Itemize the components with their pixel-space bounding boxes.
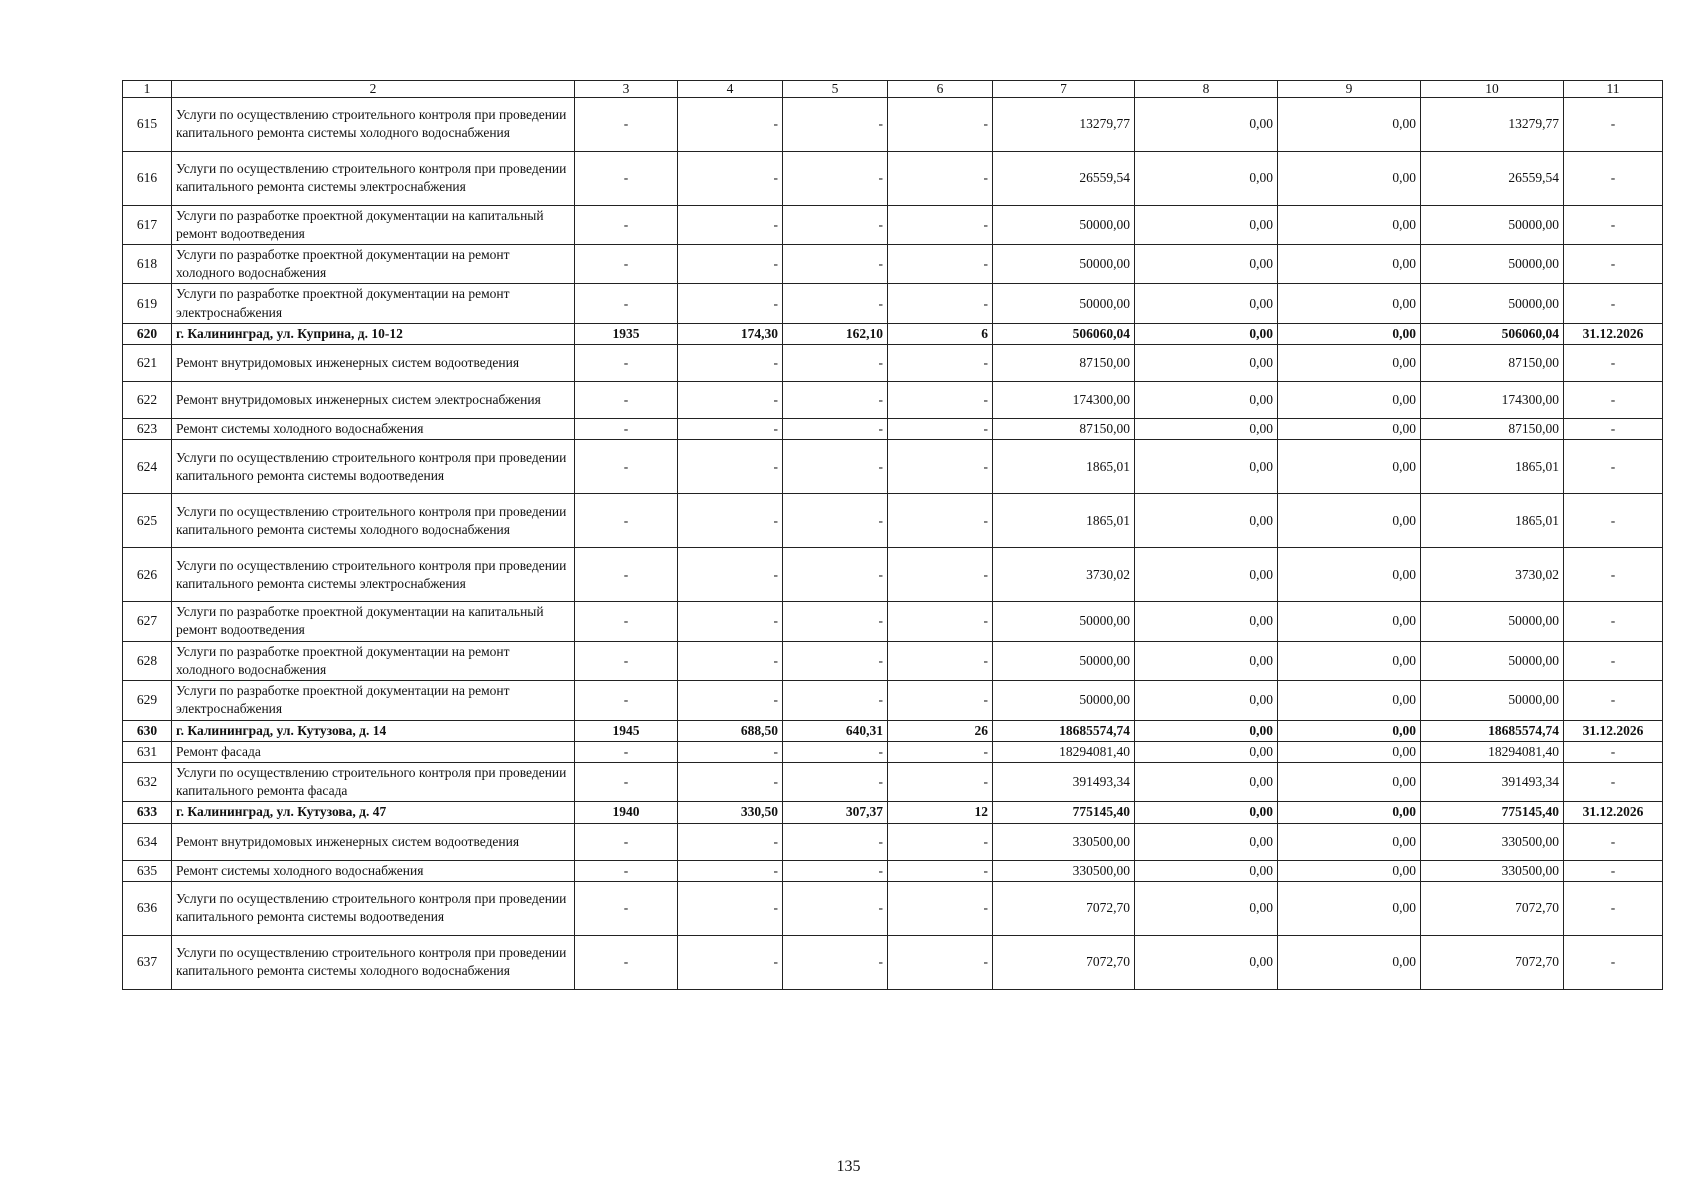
- year-cell: -: [575, 205, 678, 244]
- cost-column-8-cell: 0,00: [1135, 935, 1278, 989]
- total-area-cell: -: [678, 641, 783, 680]
- cost-column-10-cell: 1865,01: [1421, 440, 1564, 494]
- table-row: [123, 382, 1663, 419]
- row-number-cell: 636: [123, 881, 172, 935]
- deadline-cell: 31.12.2026: [1564, 720, 1663, 741]
- residents-count-cell: -: [888, 641, 993, 680]
- residents-count-cell: -: [888, 419, 993, 440]
- description-cell: Услуги по осуществлению строительного контроля при проведении капитального ремонта системы электроснабжения: [172, 151, 575, 205]
- cost-column-10-cell: 174300,00: [1421, 382, 1564, 419]
- table-row: [123, 823, 1663, 860]
- total-cost-cell: 3730,02: [993, 548, 1135, 602]
- total-cost-cell: 506060,04: [993, 323, 1135, 344]
- total-area-cell: -: [678, 494, 783, 548]
- cost-column-8-cell: 0,00: [1135, 763, 1278, 802]
- residents-count-cell: -: [888, 763, 993, 802]
- description-cell: Услуги по осуществлению строительного контроля при проведении капитального ремонта системы холодного водоснабжения: [172, 97, 575, 151]
- residents-count-cell: -: [888, 345, 993, 382]
- total-cost-cell: 50000,00: [993, 681, 1135, 720]
- table-row: [123, 935, 1663, 989]
- row-number-cell: 615: [123, 97, 172, 151]
- description-cell: Ремонт системы холодного водоснабжения: [172, 419, 575, 440]
- deadline-cell: -: [1564, 763, 1663, 802]
- column-header: 3: [575, 81, 678, 98]
- residents-count-cell: -: [888, 548, 993, 602]
- address-row: [123, 802, 1663, 823]
- row-number-cell: 618: [123, 244, 172, 283]
- deadline-cell: -: [1564, 860, 1663, 881]
- column-header: 7: [993, 81, 1135, 98]
- row-number-cell: 623: [123, 419, 172, 440]
- total-area-cell: -: [678, 419, 783, 440]
- column-header: 10: [1421, 81, 1564, 98]
- residents-count-cell: -: [888, 681, 993, 720]
- description-cell: г. Калининград, ул. Кутузова, д. 47: [172, 802, 575, 823]
- cost-column-9-cell: 0,00: [1278, 494, 1421, 548]
- year-cell: -: [575, 602, 678, 641]
- cost-column-8-cell: 0,00: [1135, 681, 1278, 720]
- year-cell: 1945: [575, 720, 678, 741]
- total-area-cell: -: [678, 860, 783, 881]
- table-row: [123, 494, 1663, 548]
- cost-column-9-cell: 0,00: [1278, 763, 1421, 802]
- living-area-cell: -: [783, 244, 888, 283]
- year-cell: -: [575, 860, 678, 881]
- residents-count-cell: -: [888, 151, 993, 205]
- total-area-cell: -: [678, 244, 783, 283]
- row-number-cell: 621: [123, 345, 172, 382]
- deadline-cell: -: [1564, 681, 1663, 720]
- table-row: [123, 881, 1663, 935]
- living-area-cell: -: [783, 741, 888, 762]
- cost-column-10-cell: 50000,00: [1421, 205, 1564, 244]
- deadline-cell: -: [1564, 345, 1663, 382]
- total-cost-cell: 50000,00: [993, 284, 1135, 323]
- deadline-cell: -: [1564, 284, 1663, 323]
- deadline-cell: -: [1564, 151, 1663, 205]
- cost-column-9-cell: 0,00: [1278, 860, 1421, 881]
- cost-column-8-cell: 0,00: [1135, 720, 1278, 741]
- column-header: 11: [1564, 81, 1663, 98]
- data-table: [122, 80, 1663, 990]
- row-number-cell: 620: [123, 323, 172, 344]
- living-area-cell: -: [783, 763, 888, 802]
- total-area-cell: -: [678, 548, 783, 602]
- row-number-cell: 629: [123, 681, 172, 720]
- total-cost-cell: 775145,40: [993, 802, 1135, 823]
- living-area-cell: -: [783, 97, 888, 151]
- description-cell: Ремонт фасада: [172, 741, 575, 762]
- column-header: 9: [1278, 81, 1421, 98]
- residents-count-cell: 6: [888, 323, 993, 344]
- row-number-cell: 619: [123, 284, 172, 323]
- residents-count-cell: -: [888, 205, 993, 244]
- cost-column-9-cell: 0,00: [1278, 382, 1421, 419]
- row-number-cell: 627: [123, 602, 172, 641]
- living-area-cell: -: [783, 205, 888, 244]
- total-cost-cell: 330500,00: [993, 860, 1135, 881]
- cost-column-9-cell: 0,00: [1278, 741, 1421, 762]
- table-row: [123, 345, 1663, 382]
- row-number-cell: 632: [123, 763, 172, 802]
- year-cell: -: [575, 345, 678, 382]
- cost-column-10-cell: 87150,00: [1421, 345, 1564, 382]
- total-cost-cell: 13279,77: [993, 97, 1135, 151]
- table-row: [123, 548, 1663, 602]
- cost-column-8-cell: 0,00: [1135, 823, 1278, 860]
- total-area-cell: -: [678, 602, 783, 641]
- total-area-cell: -: [678, 681, 783, 720]
- description-cell: Услуги по осуществлению строительного контроля при проведении капитального ремонта системы водоотведения: [172, 440, 575, 494]
- year-cell: -: [575, 151, 678, 205]
- cost-column-9-cell: 0,00: [1278, 151, 1421, 205]
- cost-column-10-cell: 18685574,74: [1421, 720, 1564, 741]
- description-cell: Услуги по разработке проектной документации на ремонт холодного водоснабжения: [172, 244, 575, 283]
- residents-count-cell: 12: [888, 802, 993, 823]
- year-cell: -: [575, 548, 678, 602]
- cost-column-8-cell: 0,00: [1135, 284, 1278, 323]
- cost-column-10-cell: 50000,00: [1421, 284, 1564, 323]
- total-cost-cell: 50000,00: [993, 602, 1135, 641]
- row-number-cell: 625: [123, 494, 172, 548]
- description-cell: Услуги по разработке проектной документации на ремонт электроснабжения: [172, 284, 575, 323]
- cost-column-9-cell: 0,00: [1278, 823, 1421, 860]
- row-number-cell: 631: [123, 741, 172, 762]
- row-number-cell: 637: [123, 935, 172, 989]
- living-area-cell: -: [783, 494, 888, 548]
- cost-column-10-cell: 87150,00: [1421, 419, 1564, 440]
- total-cost-cell: 87150,00: [993, 345, 1135, 382]
- cost-column-8-cell: 0,00: [1135, 641, 1278, 680]
- cost-column-9-cell: 0,00: [1278, 802, 1421, 823]
- living-area-cell: -: [783, 881, 888, 935]
- cost-column-10-cell: 7072,70: [1421, 935, 1564, 989]
- deadline-cell: -: [1564, 935, 1663, 989]
- cost-column-9-cell: 0,00: [1278, 244, 1421, 283]
- cost-column-10-cell: 13279,77: [1421, 97, 1564, 151]
- cost-column-8-cell: 0,00: [1135, 440, 1278, 494]
- total-cost-cell: 174300,00: [993, 382, 1135, 419]
- cost-column-9-cell: 0,00: [1278, 881, 1421, 935]
- row-number-cell: 616: [123, 151, 172, 205]
- residents-count-cell: -: [888, 97, 993, 151]
- year-cell: -: [575, 244, 678, 283]
- living-area-cell: -: [783, 860, 888, 881]
- cost-column-10-cell: 330500,00: [1421, 860, 1564, 881]
- total-area-cell: -: [678, 345, 783, 382]
- total-area-cell: 174,30: [678, 323, 783, 344]
- total-cost-cell: 50000,00: [993, 244, 1135, 283]
- cost-column-9-cell: 0,00: [1278, 97, 1421, 151]
- cost-column-10-cell: 3730,02: [1421, 548, 1564, 602]
- row-number-cell: 634: [123, 823, 172, 860]
- table-row: [123, 602, 1663, 641]
- column-header: 1: [123, 81, 172, 98]
- year-cell: -: [575, 419, 678, 440]
- cost-column-9-cell: 0,00: [1278, 681, 1421, 720]
- year-cell: -: [575, 935, 678, 989]
- deadline-cell: -: [1564, 205, 1663, 244]
- cost-column-9-cell: 0,00: [1278, 548, 1421, 602]
- cost-column-9-cell: 0,00: [1278, 419, 1421, 440]
- table-row: [123, 419, 1663, 440]
- cost-column-9-cell: 0,00: [1278, 641, 1421, 680]
- deadline-cell: 31.12.2026: [1564, 323, 1663, 344]
- column-header: 8: [1135, 81, 1278, 98]
- total-cost-cell: 26559,54: [993, 151, 1135, 205]
- living-area-cell: -: [783, 602, 888, 641]
- total-area-cell: 688,50: [678, 720, 783, 741]
- cost-column-9-cell: 0,00: [1278, 720, 1421, 741]
- cost-column-9-cell: 0,00: [1278, 345, 1421, 382]
- year-cell: -: [575, 763, 678, 802]
- year-cell: -: [575, 741, 678, 762]
- residents-count-cell: -: [888, 935, 993, 989]
- description-cell: Услуги по осуществлению строительного контроля при проведении капитального ремонта системы холодного водоснабжения: [172, 935, 575, 989]
- total-cost-cell: 7072,70: [993, 881, 1135, 935]
- living-area-cell: -: [783, 284, 888, 323]
- year-cell: -: [575, 641, 678, 680]
- page-number: 135: [836, 1158, 861, 1175]
- total-area-cell: -: [678, 741, 783, 762]
- total-cost-cell: 1865,01: [993, 494, 1135, 548]
- table-row: [123, 641, 1663, 680]
- residents-count-cell: -: [888, 382, 993, 419]
- description-cell: Услуги по осуществлению строительного контроля при проведении капитального ремонта системы водоотведения: [172, 881, 575, 935]
- deadline-cell: -: [1564, 382, 1663, 419]
- cost-column-8-cell: 0,00: [1135, 244, 1278, 283]
- total-area-cell: -: [678, 284, 783, 323]
- total-area-cell: -: [678, 440, 783, 494]
- cost-column-8-cell: 0,00: [1135, 802, 1278, 823]
- living-area-cell: -: [783, 548, 888, 602]
- deadline-cell: -: [1564, 741, 1663, 762]
- total-cost-cell: 50000,00: [993, 205, 1135, 244]
- cost-column-10-cell: 50000,00: [1421, 641, 1564, 680]
- cost-column-10-cell: 26559,54: [1421, 151, 1564, 205]
- row-number-cell: 624: [123, 440, 172, 494]
- year-cell: -: [575, 284, 678, 323]
- cost-column-8-cell: 0,00: [1135, 494, 1278, 548]
- address-row: [123, 323, 1663, 344]
- residents-count-cell: -: [888, 860, 993, 881]
- deadline-cell: -: [1564, 881, 1663, 935]
- table-row: [123, 763, 1663, 802]
- cost-column-8-cell: 0,00: [1135, 548, 1278, 602]
- deadline-cell: -: [1564, 97, 1663, 151]
- cost-column-8-cell: 0,00: [1135, 205, 1278, 244]
- description-cell: г. Калининград, ул. Куприна, д. 10-12: [172, 323, 575, 344]
- deadline-cell: 31.12.2026: [1564, 802, 1663, 823]
- deadline-cell: -: [1564, 419, 1663, 440]
- total-cost-cell: 330500,00: [993, 823, 1135, 860]
- cost-column-8-cell: 0,00: [1135, 151, 1278, 205]
- row-number-cell: 626: [123, 548, 172, 602]
- living-area-cell: -: [783, 935, 888, 989]
- residents-count-cell: -: [888, 602, 993, 641]
- cost-column-8-cell: 0,00: [1135, 860, 1278, 881]
- cost-column-10-cell: 506060,04: [1421, 323, 1564, 344]
- living-area-cell: 307,37: [783, 802, 888, 823]
- description-cell: Ремонт внутридомовых инженерных систем электроснабжения: [172, 382, 575, 419]
- cost-column-10-cell: 391493,34: [1421, 763, 1564, 802]
- table-body: [123, 81, 1663, 990]
- data-table-container: [122, 80, 1662, 990]
- year-cell: -: [575, 494, 678, 548]
- cost-column-9-cell: 0,00: [1278, 935, 1421, 989]
- residents-count-cell: -: [888, 494, 993, 548]
- living-area-cell: -: [783, 151, 888, 205]
- description-cell: Услуги по осуществлению строительного контроля при проведении капитального ремонта системы электроснабжения: [172, 548, 575, 602]
- cost-column-8-cell: 0,00: [1135, 382, 1278, 419]
- description-cell: Ремонт внутридомовых инженерных систем водоотведения: [172, 345, 575, 382]
- year-cell: 1940: [575, 802, 678, 823]
- cost-column-8-cell: 0,00: [1135, 602, 1278, 641]
- cost-column-9-cell: 0,00: [1278, 284, 1421, 323]
- total-area-cell: -: [678, 97, 783, 151]
- total-cost-cell: 7072,70: [993, 935, 1135, 989]
- cost-column-9-cell: 0,00: [1278, 323, 1421, 344]
- residents-count-cell: -: [888, 741, 993, 762]
- total-area-cell: -: [678, 151, 783, 205]
- table-row: [123, 205, 1663, 244]
- cost-column-8-cell: 0,00: [1135, 97, 1278, 151]
- living-area-cell: -: [783, 419, 888, 440]
- total-cost-cell: 18685574,74: [993, 720, 1135, 741]
- total-area-cell: -: [678, 935, 783, 989]
- cost-column-8-cell: 0,00: [1135, 323, 1278, 344]
- deadline-cell: -: [1564, 823, 1663, 860]
- deadline-cell: -: [1564, 440, 1663, 494]
- column-number-header-row: [123, 81, 1663, 98]
- deadline-cell: -: [1564, 244, 1663, 283]
- description-cell: Услуги по осуществлению строительного контроля при проведении капитального ремонта фасада: [172, 763, 575, 802]
- total-cost-cell: 87150,00: [993, 419, 1135, 440]
- description-cell: Услуги по разработке проектной документации на капитальный ремонт водоотведения: [172, 205, 575, 244]
- description-cell: Ремонт системы холодного водоснабжения: [172, 860, 575, 881]
- row-number-cell: 630: [123, 720, 172, 741]
- deadline-cell: -: [1564, 494, 1663, 548]
- cost-column-10-cell: 775145,40: [1421, 802, 1564, 823]
- row-number-cell: 633: [123, 802, 172, 823]
- total-area-cell: -: [678, 763, 783, 802]
- cost-column-9-cell: 0,00: [1278, 205, 1421, 244]
- total-cost-cell: 18294081,40: [993, 741, 1135, 762]
- residents-count-cell: -: [888, 881, 993, 935]
- total-cost-cell: 50000,00: [993, 641, 1135, 680]
- table-row: [123, 151, 1663, 205]
- total-cost-cell: 1865,01: [993, 440, 1135, 494]
- cost-column-9-cell: 0,00: [1278, 440, 1421, 494]
- living-area-cell: 162,10: [783, 323, 888, 344]
- total-cost-cell: 391493,34: [993, 763, 1135, 802]
- residents-count-cell: -: [888, 440, 993, 494]
- living-area-cell: -: [783, 823, 888, 860]
- total-area-cell: -: [678, 881, 783, 935]
- column-header: 5: [783, 81, 888, 98]
- living-area-cell: -: [783, 345, 888, 382]
- total-area-cell: -: [678, 205, 783, 244]
- year-cell: -: [575, 823, 678, 860]
- table-row: [123, 440, 1663, 494]
- living-area-cell: -: [783, 681, 888, 720]
- table-row: [123, 284, 1663, 323]
- row-number-cell: 635: [123, 860, 172, 881]
- cost-column-10-cell: 50000,00: [1421, 602, 1564, 641]
- row-number-cell: 617: [123, 205, 172, 244]
- cost-column-8-cell: 0,00: [1135, 741, 1278, 762]
- cost-column-10-cell: 1865,01: [1421, 494, 1564, 548]
- year-cell: -: [575, 440, 678, 494]
- cost-column-10-cell: 330500,00: [1421, 823, 1564, 860]
- living-area-cell: -: [783, 440, 888, 494]
- residents-count-cell: 26: [888, 720, 993, 741]
- column-header: 6: [888, 81, 993, 98]
- cost-column-10-cell: 50000,00: [1421, 681, 1564, 720]
- cost-column-10-cell: 7072,70: [1421, 881, 1564, 935]
- total-area-cell: -: [678, 823, 783, 860]
- residents-count-cell: -: [888, 244, 993, 283]
- year-cell: 1935: [575, 323, 678, 344]
- cost-column-10-cell: 50000,00: [1421, 244, 1564, 283]
- cost-column-10-cell: 18294081,40: [1421, 741, 1564, 762]
- table-row: [123, 681, 1663, 720]
- year-cell: -: [575, 681, 678, 720]
- column-header: 4: [678, 81, 783, 98]
- deadline-cell: -: [1564, 548, 1663, 602]
- row-number-cell: 628: [123, 641, 172, 680]
- living-area-cell: -: [783, 382, 888, 419]
- deadline-cell: -: [1564, 602, 1663, 641]
- living-area-cell: -: [783, 641, 888, 680]
- total-area-cell: 330,50: [678, 802, 783, 823]
- cost-column-8-cell: 0,00: [1135, 881, 1278, 935]
- residents-count-cell: -: [888, 823, 993, 860]
- cost-column-9-cell: 0,00: [1278, 602, 1421, 641]
- column-header: 2: [172, 81, 575, 98]
- description-cell: Услуги по разработке проектной документации на капитальный ремонт водоотведения: [172, 602, 575, 641]
- year-cell: -: [575, 881, 678, 935]
- description-cell: Ремонт внутридомовых инженерных систем водоотведения: [172, 823, 575, 860]
- row-number-cell: 622: [123, 382, 172, 419]
- year-cell: -: [575, 97, 678, 151]
- description-cell: г. Калининград, ул. Кутузова, д. 14: [172, 720, 575, 741]
- table-row: [123, 860, 1663, 881]
- cost-column-8-cell: 0,00: [1135, 345, 1278, 382]
- table-row: [123, 97, 1663, 151]
- description-cell: Услуги по осуществлению строительного контроля при проведении капитального ремонта системы холодного водоснабжения: [172, 494, 575, 548]
- year-cell: -: [575, 382, 678, 419]
- residents-count-cell: -: [888, 284, 993, 323]
- description-cell: Услуги по разработке проектной документации на ремонт холодного водоснабжения: [172, 641, 575, 680]
- deadline-cell: -: [1564, 641, 1663, 680]
- total-area-cell: -: [678, 382, 783, 419]
- table-row: [123, 244, 1663, 283]
- cost-column-8-cell: 0,00: [1135, 419, 1278, 440]
- address-row: [123, 720, 1663, 741]
- living-area-cell: 640,31: [783, 720, 888, 741]
- table-row: [123, 741, 1663, 762]
- description-cell: Услуги по разработке проектной документации на ремонт электроснабжения: [172, 681, 575, 720]
